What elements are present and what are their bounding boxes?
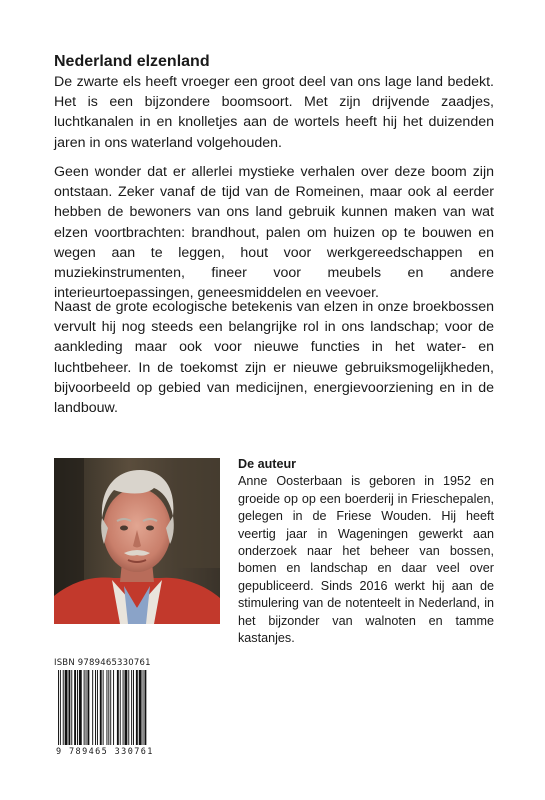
barcode-bar: [84, 670, 85, 745]
barcode-bar: [71, 670, 72, 745]
barcode-bar: [68, 670, 70, 745]
barcode-bar: [86, 670, 87, 745]
isbn-label: ISBN 9789465330761: [54, 658, 151, 668]
author-heading: De auteur: [238, 457, 297, 471]
barcode-bar: [106, 670, 107, 745]
barcode-bar: [77, 670, 78, 745]
barcode-bar: [123, 670, 124, 745]
barcode-bar: [113, 670, 114, 745]
author-bio: Anne Oosterbaan is geboren in 1952 en groeide op op een boerderij in Frieschepalen, gelegen in de Friese Wouden. Hij heeft veertig jaar in Wageningen gewerkt aan onderzoek naar het beheer van bossen, bomen en landschap en daar veel over gepubliceerd. Sinds 2016 werkt hij aan de stimulering van de notenteelt in Nederland, in het bijzonder van walnoten en tamme kastanjes.: [238, 474, 494, 646]
barcode-bar: [128, 670, 129, 745]
barcode-bar: [117, 670, 119, 745]
barcode-bar: [133, 670, 134, 745]
barcode-bar: [60, 670, 61, 745]
barcode-bars: [54, 670, 158, 748]
author-photo: [54, 458, 220, 624]
barcode-bar: [108, 670, 109, 745]
paragraph-1: De zwarte els heeft vroeger een groot deel van ons lage land bedekt. Het is een bijzondere boomsoort. Met zijn drijvende zaadjes, luchtkanalen in en knolletjes aan de wortels heeft hij het duizenden jaren in ons waterland volgehouden.: [54, 74, 494, 151]
barcode-bar: [95, 670, 96, 745]
barcode-bar: [143, 670, 144, 745]
barcode-bar: [125, 670, 128, 745]
author-portrait-image: [54, 458, 220, 624]
barcode-bar: [65, 670, 68, 745]
barcode-bar: [144, 670, 146, 745]
barcode-bar: [103, 670, 104, 745]
barcode-bar: [139, 670, 142, 745]
barcode-bar: [97, 670, 98, 745]
paragraph-3: Naast de grote ecologische betekenis van elzen in onze broekbossen vervult hij nog steeds een belangrijke rol in ons landschap; voor de aankleding maar ook voor nieuwe functies in het water- en luchtbeheer. In de toekomst zijn er nieuwe gebruiksmogelijkheden, bijvoorbeeld op gebied van medicijnen, energievoorziening en in de landbouw.: [54, 299, 494, 417]
barcode-bar: [136, 670, 138, 745]
author-section: [238, 456, 494, 647]
barcode-bar: [58, 670, 59, 745]
barcode-bar: [110, 670, 111, 745]
barcode-bar: [87, 670, 89, 745]
barcode-bar: [63, 670, 64, 745]
isbn-digits: 9 789465 330761: [56, 747, 154, 757]
paragraph-2: Geen wonder dat er allerlei mystieke verhalen over deze boom zijn ontstaan. Zeker vanaf de tijd van de Romeinen, maar ook al eerder hebben de bewoners van ons land gebruik kunnen maken van wat elzen voortbrachten: brandhout, palen om huizen op te bouwen en wegen aan te leggen, hout voor werkgereedschappen en muziekinstrumenten, fineer voor meubels en andere interieurtoepassingen, geneesmiddelen en veevoer.: [54, 164, 494, 302]
barcode-bar: [79, 670, 82, 745]
barcode-bar: [120, 670, 121, 745]
barcode-bar: [131, 670, 132, 745]
barcode-bar: [74, 670, 76, 745]
barcode-bar: [92, 670, 93, 745]
isbn-barcode: [54, 658, 158, 758]
book-title: Nederland elzenland: [54, 53, 210, 70]
barcode-bar: [100, 670, 102, 745]
